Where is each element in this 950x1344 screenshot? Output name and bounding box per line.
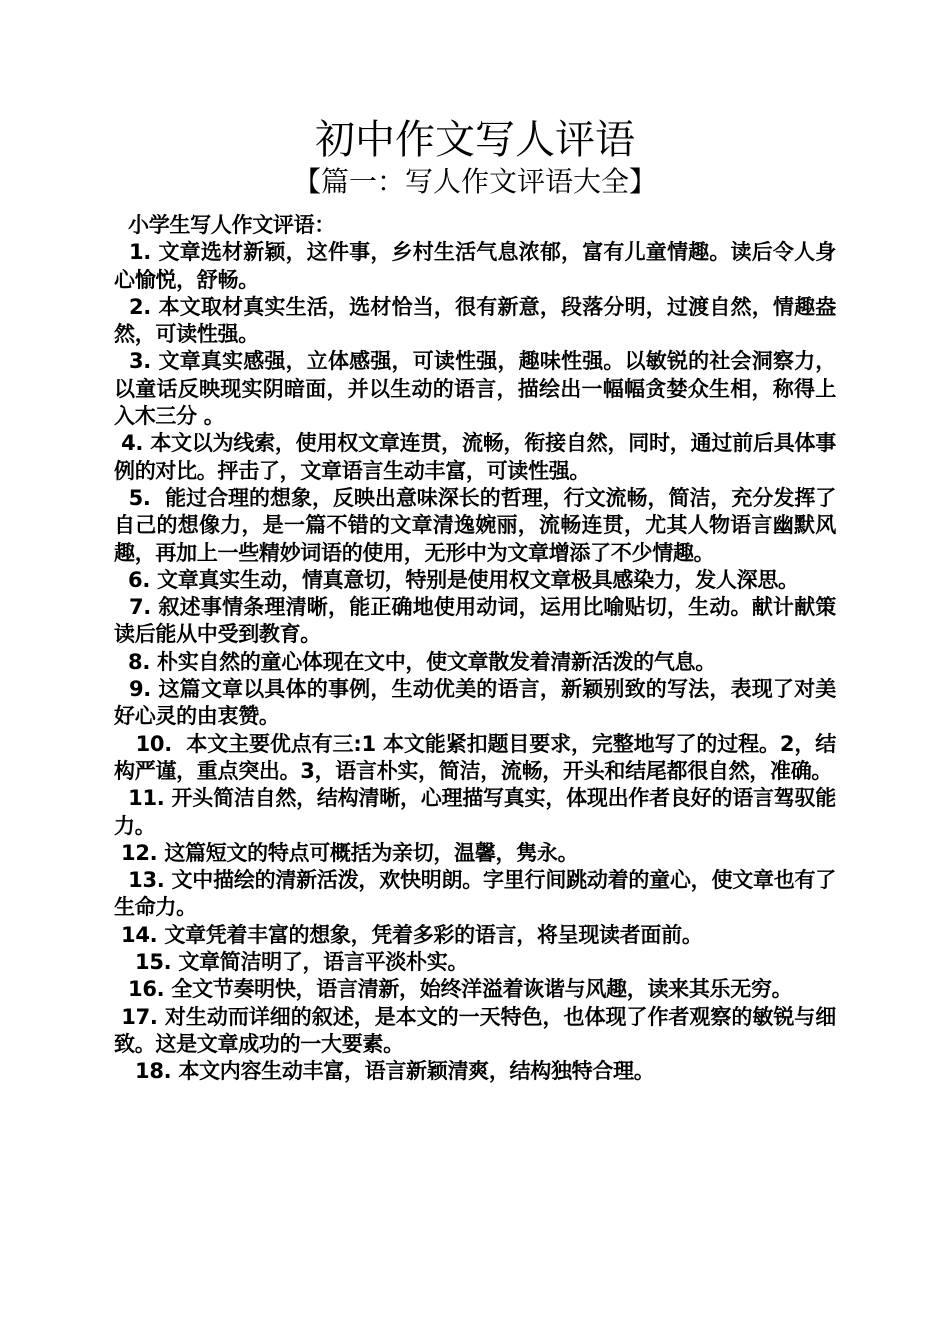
list-item: 13. 文中描绘的清新活泼，欢快明朗。字里行间跳动着的童心，使文章也有了生命力。 [114, 868, 836, 920]
list-item: 10. 本文主要优点有三:1 本文能紧扣题目要求，完整地写了的过程。2，结构严谨，重点突出。3，语言朴实，简洁，流畅，开头和结尾都很自然，准确。 [114, 731, 836, 783]
list-item: 7. 叙述事情条理清晰，能正确地使用动词，运用比喻贴切，生动。献计献策读后能从中受到教育。 [114, 595, 836, 647]
list-item: 2. 本文取材真实生活，选材恰当，很有新意，段落分明，过渡自然，情趣盎然，可读性强。 [114, 294, 836, 347]
list-item: 3. 文章真实感强，立体感强，可读性强，趣味性强。以敏锐的社会洞察力，以童话反映现实阴暗面，并以生动的语言，描绘出一幅幅贪婪众生相，称得上入木三分 。 [114, 349, 836, 429]
list-item: 1. 文章选材新颖，这件事，乡村生活气息浓郁，富有儿童情趣。读后令人身心愉悦，舒畅。 [114, 240, 836, 292]
section-heading: 小学生写人作文评语： [128, 213, 335, 237]
list-item: 18. 本文内容生动丰富，语言新颖清爽，结构独特合理。 [114, 1059, 655, 1084]
list-item: 5. 能过合理的想象，反映出意味深长的哲理，行文流畅，简洁，充分发挥了自己的想像力，是一篇不错的文章清逸婉丽，流畅连贯，尤其人物语言幽默风趣，再加上一些精妙词语的使用，无形中为文章增添了不少情趣。 [114, 485, 836, 565]
list-item: 9. 这篇文章以具体的事例，生动优美的语言，新颖别致的写法，表现了对美好心灵的由衷赞。 [114, 677, 836, 729]
list-item: 8. 朴实自然的童心体现在文中，使文章散发着清新活泼的气息。 [114, 649, 716, 674]
comment-list [114, 212, 836, 1086]
list-item: 11. 开头简洁自然，结构清晰，心理描写真实，体现出作者良好的语言驾驭能力。 [114, 786, 836, 838]
page-subtitle: 【篇一：写人作文评语大全】 [292, 165, 657, 198]
list-item: 15. 文章简洁明了，语言平淡朴实。 [114, 950, 469, 975]
list-item: 4. 本文以为线索，使用权文章连贯，流畅，衔接自然，同时，通过前后具体事例的对比。抨击了，文章语言生动丰富，可读性强。 [114, 431, 836, 483]
list-item: 17. 对生动而详细的叙述，是本文的一天特色，也体现了作者观察的敏锐与细致。这是文章成功的一大要素。 [114, 1004, 836, 1056]
list-item: 16. 全文节奏明快，语言清新，始终洋溢着诙谐与风趣，读来其乐无穷。 [114, 977, 793, 1002]
list-item: 6. 文章真实生动，情真意切，特别是使用权文章极具感染力，发人深思。 [114, 567, 799, 592]
page-title: 初中作文写人评语 [315, 117, 635, 163]
list-item: 14. 文章凭着丰富的想象，凭着多彩的语言，将呈现读者面前。 [114, 922, 703, 947]
list-item: 12. 这篇短文的特点可概括为亲切，温馨，隽永。 [114, 840, 579, 865]
